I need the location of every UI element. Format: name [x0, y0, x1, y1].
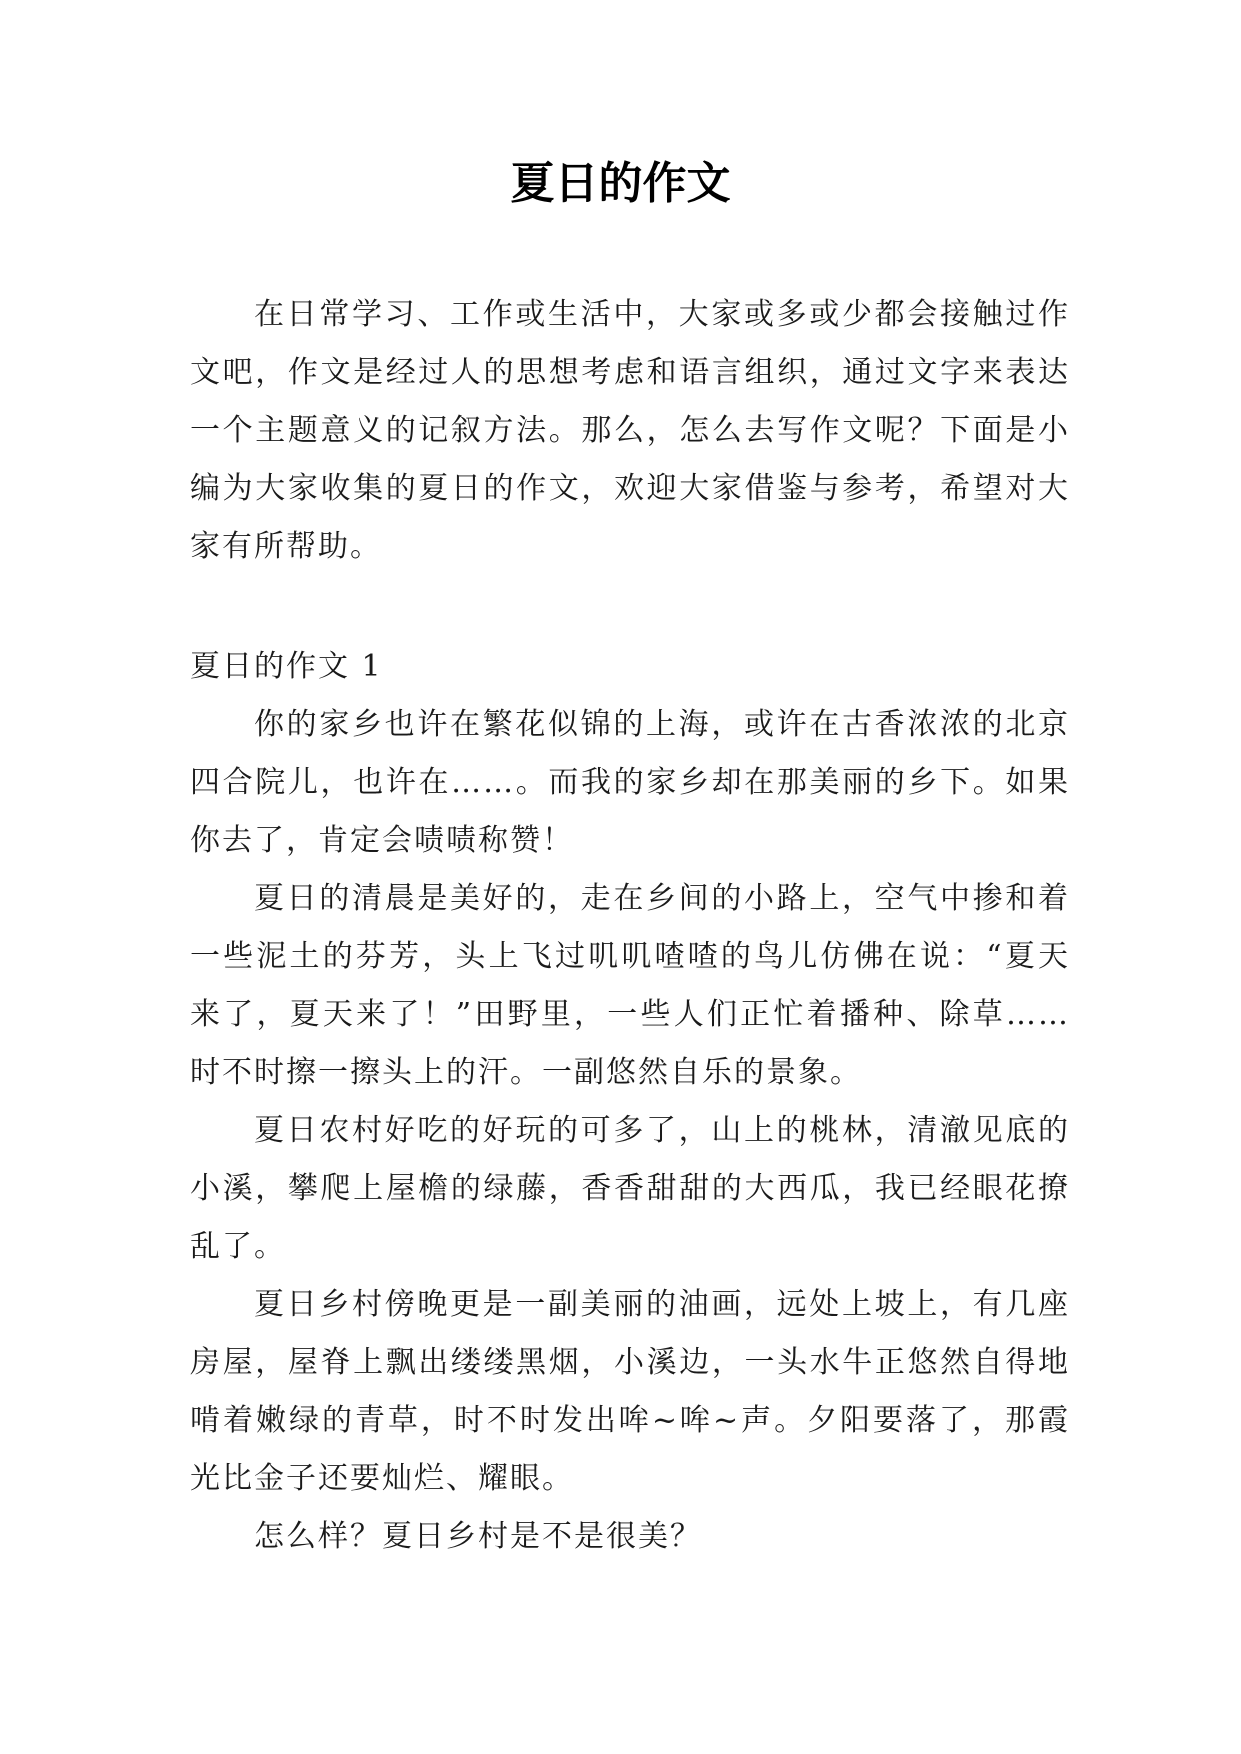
essay-body: [190, 696, 1070, 1566]
intro-paragraph: 在日常学习、工作或生活中，大家或多或少都会接触过作文吧，作文是经过人的思想考虑和语言组织，通过文字来表达一个主题意义的记叙方法。那么，怎么去写作文呢？下面是小编为大家收集的夏日的作文，欢迎大家借鉴与参考，希望对大家有所帮助。: [190, 297, 1070, 564]
essay-paragraph: 你的家乡也许在繁花似锦的上海，或许在古香浓浓的北京四合院儿，也许在……。而我的家乡却在那美丽的乡下。如果你去了，肯定会啧啧称赞！: [190, 707, 1070, 858]
section-heading: 夏日的作文 1: [190, 649, 383, 684]
essay-paragraph: 夏日乡村傍晚更是一副美丽的油画，远处上坡上，有几座房屋，屋脊上飘出缕缕黑烟，小溪边，一头水牛正悠然自得地啃着嫩绿的青草，时不时发出哞~哞~声。夕阳要落了，那霞光比金子还要灿烂、耀眼。: [190, 1287, 1070, 1496]
essay-paragraph: 怎么样？夏日乡村是不是很美？: [254, 1519, 702, 1554]
essay-paragraph: 夏日的清晨是美好的，走在乡间的小路上，空气中掺和着一些泥土的芬芳，头上飞过叽叽喳喳的鸟儿仿佛在说：“夏天来了，夏天来了！”田野里，一些人们正忙着播种、除草……时不时擦一擦头上的汗。一副悠然自乐的景象。: [190, 881, 1070, 1090]
document-title: 夏日的作文: [510, 158, 731, 209]
essay-paragraph: 夏日农村好吃的好玩的可多了，山上的桃林，清澈见底的小溪，攀爬上屋檐的绿藤，香香甜甜的大西瓜，我已经眼花撩乱了。: [190, 1113, 1070, 1264]
